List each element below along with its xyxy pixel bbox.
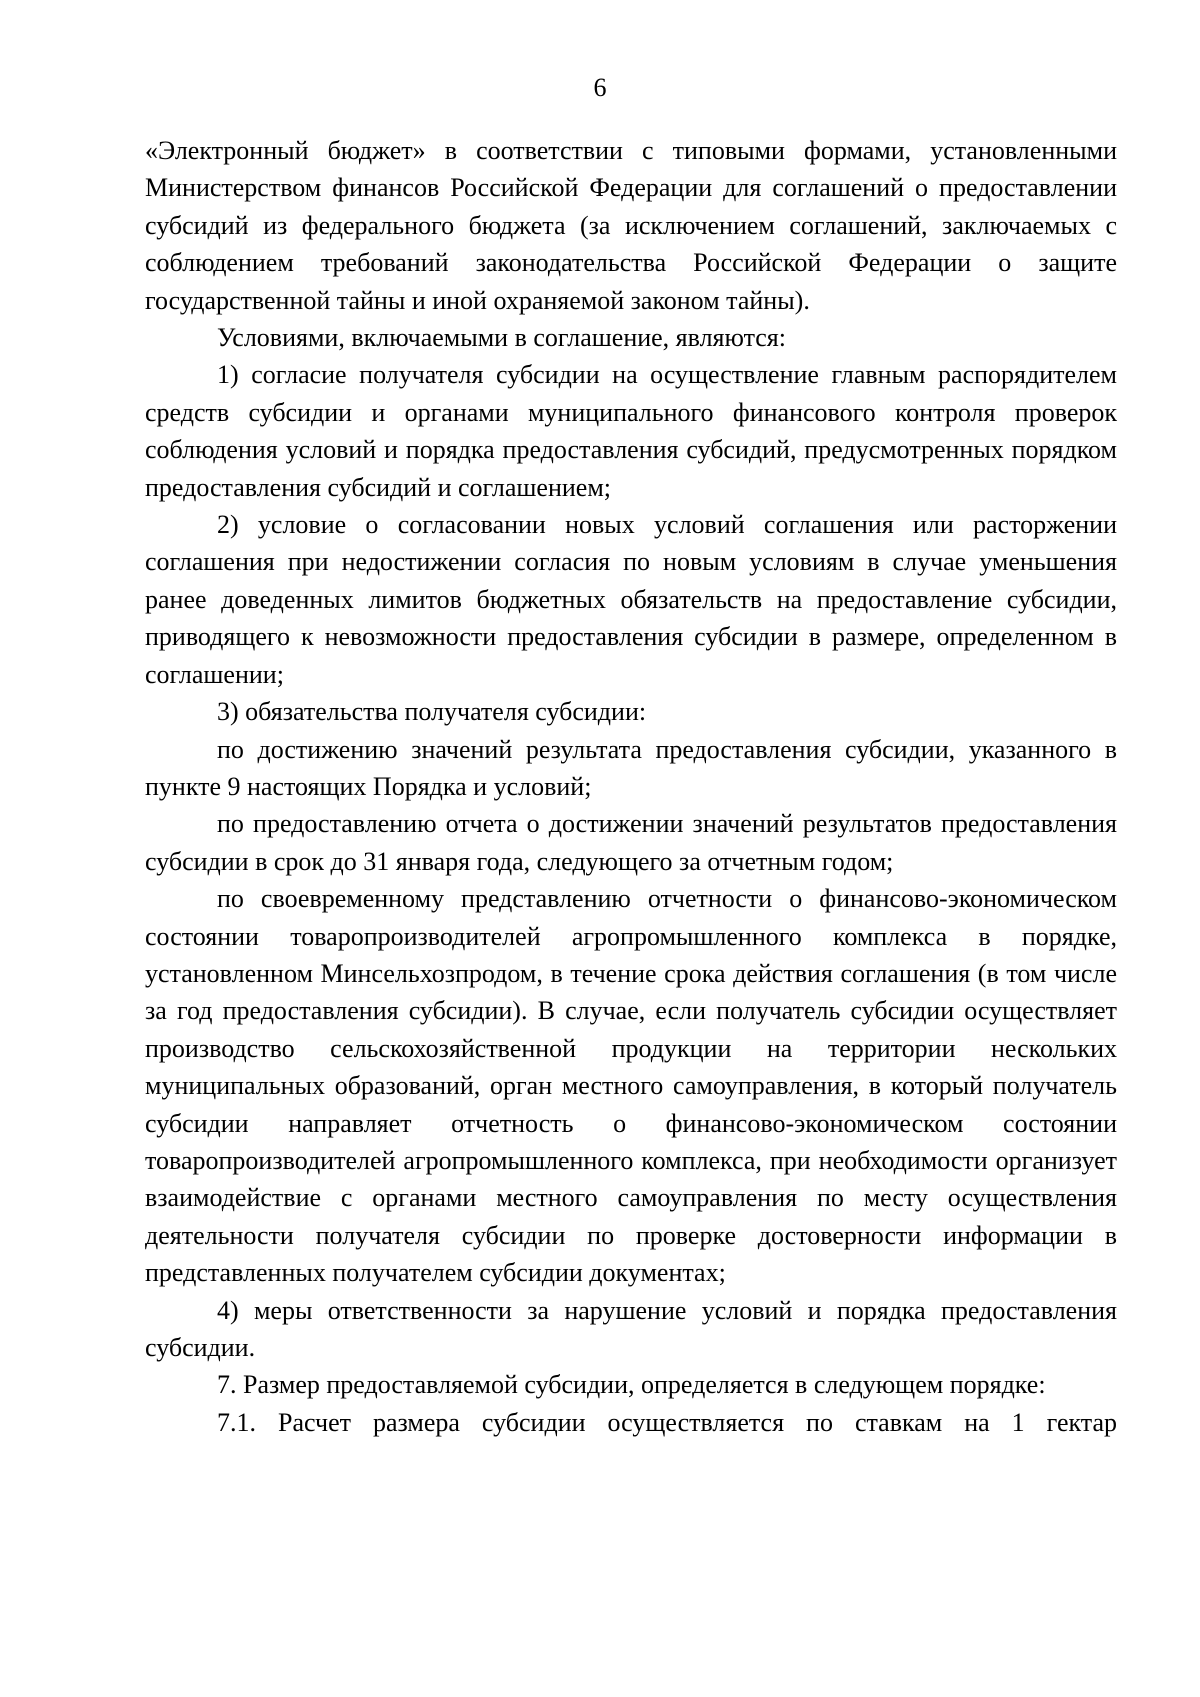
paragraph-agreement-conditions-intro: Условиями, включаемыми в соглашение, являются: [217, 323, 786, 353]
page-number: 6 [593, 73, 607, 102]
paragraph-electronic-budget-continuation: «Электронный бюджет» в соответствии с типовыми формами, установленными Министерством финансов Российской Федерации для соглашений о предоставлении субсидий из федерального бюджета (за исключением соглашений, заключаемых с соблюдением требований законодательства Российской Федерации о защите государственной тайны и иной охраняемой законом тайны). [145, 136, 1117, 315]
paragraph-obligation-financial-reporting: по своевременному представлению отчетности о финансово-экономическом состоянии товаропроизводителей агропромышленного комплекса в порядке, установленном Минсельхозпродом, в течение срока действия соглашения (в том числе за год предоставления субсидии). В случае, если получатель субсидии осуществляет производство сельскохозяйственной продукции на территории нескольких муниципальных образований, орган местного самоуправления, в который получатель субсидии направляет отчетность о финансово-экономическом состоянии товаропроизводителей агропромышленного комплекса, при необходимости организует взаимодействие с органами местного самоуправления по месту осуществления деятельности получателя субсидии по проверке достоверности информации в представленных получателем субсидии документах; [145, 884, 1117, 1288]
paragraph-section-7: 7. Размер предоставляемой субсидии, определяется в следующем порядке: [217, 1370, 1046, 1400]
paragraph-obligation-report: по предоставлению отчета о достижении значений результатов предоставления субсидии в срок до 31 января года, следующего за отчетным годом; [145, 809, 1117, 876]
paragraph-obligation-results: по достижению значений результата предоставления субсидии, указанного в пункте 9 настоящих Порядка и условий; [145, 734, 1117, 801]
paragraph-section-7-1: 7.1. Расчет размера субсидии осуществляется по ставкам на 1 гектар [217, 1407, 1117, 1437]
document-body [145, 132, 1117, 1441]
paragraph-condition-1: 1) согласие получателя субсидии на осуществление главным распорядителем средств субсидии и органами муниципального финансового контроля проверок соблюдения условий и порядка предоставления субсидий, предусмотренных порядком предоставления субсидий и соглашением; [145, 360, 1117, 502]
paragraph-condition-4: 4) меры ответственности за нарушение условий и порядка предоставления субсидии. [145, 1295, 1117, 1362]
paragraph-condition-2: 2) условие о согласовании новых условий соглашения или расторжении соглашения при недостижении согласия по новым условиям в случае уменьшения ранее доведенных лимитов бюджетных обязательств на предоставление субсидии, приводящего к невозможности предоставления субсидии в размере, определенном в соглашении; [145, 510, 1117, 689]
paragraph-condition-3: 3) обязательства получателя субсидии: [217, 697, 647, 727]
